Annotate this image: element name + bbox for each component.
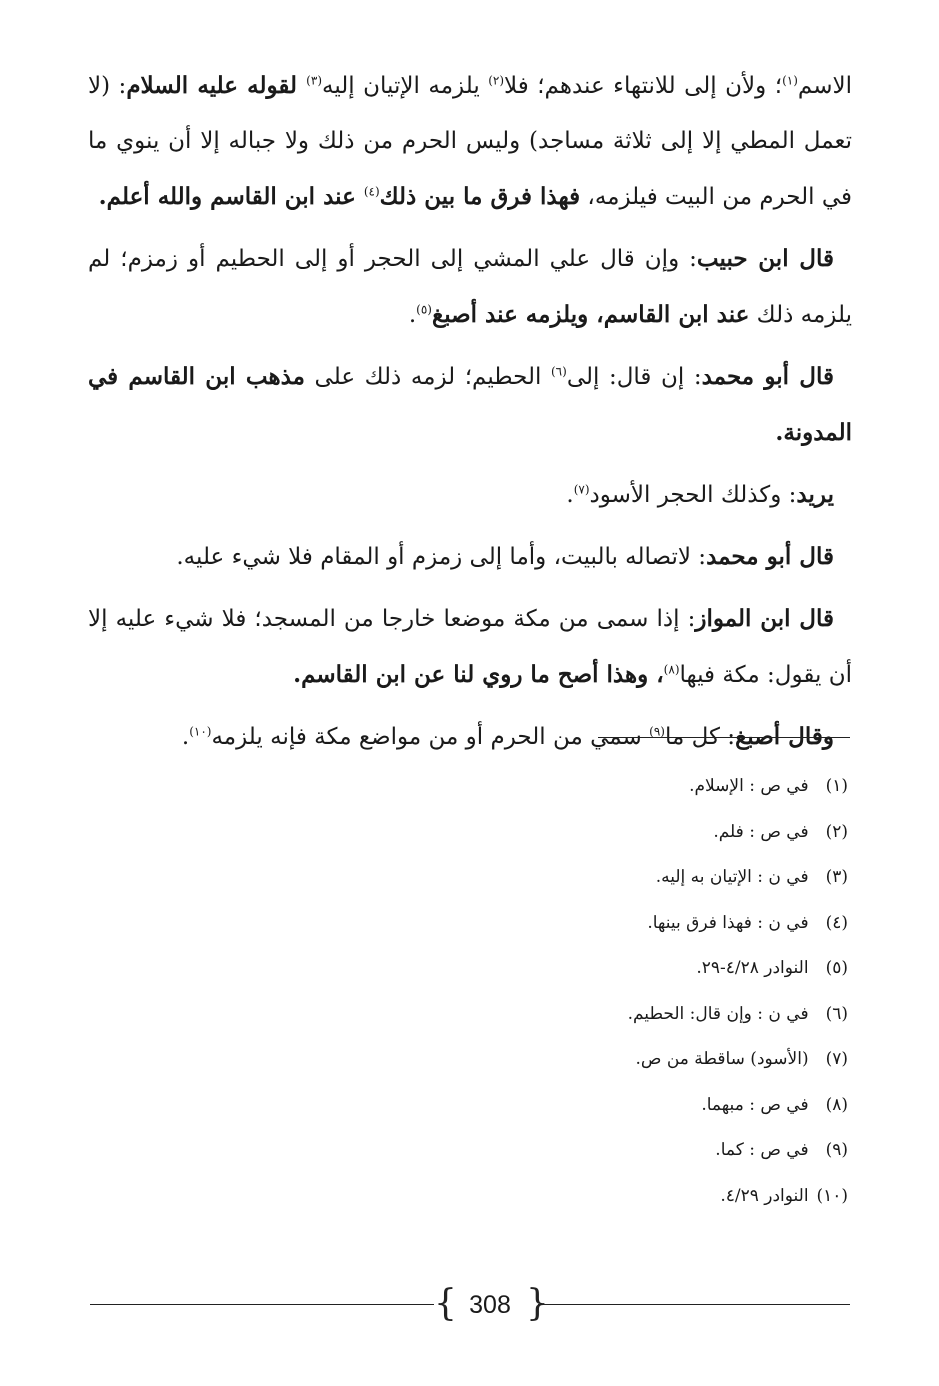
footnote-item: [300, 810, 848, 856]
footnote-number: (٥): [825, 958, 848, 978]
footnote-marker: (٨): [663, 662, 680, 677]
text-segment: .: [181, 724, 190, 750]
paragraph: [88, 467, 852, 523]
paragraph: [88, 591, 852, 703]
main-text: [88, 58, 852, 771]
footnotes-list: [300, 764, 848, 1219]
page-footer: [90, 1282, 850, 1330]
text-segment: يلزمه الإتيان إليه: [322, 73, 489, 99]
text-segment: : (لا تعمل المطي إلا إلى ثلاثة مساجد) وليس الحرم من ذلك ولا جباله إلا أن ينوي ما في الحرم من البيت فيلزمه،: [88, 73, 852, 210]
footnote-separator: [598, 737, 850, 738]
bold-text: ، وهذا أصح ما روي لنا عن ابن القاسم.: [293, 661, 664, 688]
footnote-item: [300, 1174, 848, 1220]
text-segment: : كل ما: [664, 724, 736, 750]
text-segment: .: [408, 302, 417, 328]
footnote-text: النوادر ٤/٢٨-٢٩.: [696, 958, 809, 978]
paragraph: [88, 58, 852, 225]
paragraph: [88, 231, 852, 343]
footnote-item: [300, 946, 848, 992]
footnote-item: [300, 1037, 848, 1083]
footnote-text: في ن : الإتيان به إليه.: [655, 867, 809, 887]
bold-text: فهذا فرق ما بين ذلك: [379, 183, 581, 210]
text-segment: الحطيم؛ لزمه ذلك على: [304, 364, 551, 390]
text-segment: : إن قال: إلى: [566, 364, 702, 390]
footnote-marker: (٢): [488, 73, 505, 88]
footnote-number: (٨): [825, 1094, 848, 1115]
text-segment: : لاتصاله بالبيت، وأما إلى زمزم أو المقام فلا شيء عليه.: [176, 544, 707, 570]
footnote-marker: (٧): [573, 482, 590, 497]
footnote-marker: (٣): [306, 73, 322, 88]
bold-text: قال أبو محمد: [706, 543, 834, 570]
footnote-text: (الأسود) ساقطة من ص.: [635, 1049, 809, 1069]
bold-text: لقوله عليه السلام: [126, 72, 307, 99]
footnote-marker: (١): [782, 73, 798, 88]
footnote-number: (٣): [825, 867, 848, 887]
footnote-number: (١): [825, 776, 848, 796]
footnote-text: في ص : مبهما.: [701, 1094, 809, 1115]
footnote-text: في ص : الإسلام.: [689, 776, 809, 796]
footnote-number: (٢): [825, 821, 848, 842]
bold-text: مذهب ابن القاسم في المدونة.: [88, 363, 852, 446]
bold-text: عند ابن القاسم والله أعلم.: [98, 183, 364, 210]
footnote-number: (٩): [825, 1140, 848, 1160]
footnote-marker: (٩): [649, 724, 665, 739]
text-segment: .: [566, 482, 574, 508]
footnote-number: (١٠): [816, 1185, 848, 1206]
footnote-marker: (٤): [363, 184, 380, 199]
footnote-item: [300, 1128, 848, 1174]
footnote-text: النوادر ٤/٢٩.: [720, 1185, 809, 1206]
bold-text: قال ابن المواز: [695, 605, 834, 632]
footnote-item: [300, 901, 848, 947]
page-number-brace-close: }: [526, 1283, 549, 1324]
text-segment: سمي من الحرم أو من مواضع مكة فإنه يلزمه: [211, 724, 650, 750]
footnote-marker: (١٠): [189, 724, 212, 739]
page-number: 308: [469, 1291, 511, 1319]
footnote-text: في ن : فهذا فرق بينها.: [647, 912, 809, 933]
footnote-item: [300, 1083, 848, 1129]
footer-rule-right: [538, 1304, 850, 1305]
footnote-item: [300, 764, 848, 810]
footnote-item: [300, 992, 848, 1038]
footnote-number: (٧): [825, 1049, 848, 1069]
footnote-item: [300, 855, 848, 901]
footnote-marker: (٦): [550, 364, 567, 379]
page-number-brace-open: {: [434, 1283, 457, 1324]
text-segment: ؛ ولأن إلى للانتهاء عندهم؛ فلا: [504, 73, 783, 99]
bold-text: قال أبو محمد: [701, 363, 835, 390]
footnote-number: (٦): [825, 1003, 848, 1024]
text-segment: : إذا سمى من مكة موضعا خارجا من المسجد؛ فلا شيء عليه إلا أن يقول: مكة فيها: [88, 606, 852, 688]
bold-text: وقال أصبغ: [735, 723, 834, 750]
footnote-number: (٤): [825, 912, 848, 933]
paragraph: [88, 349, 852, 461]
text-segment: الاسم: [797, 73, 852, 99]
footer-rule-left: [90, 1304, 434, 1305]
text-segment: : وإن قال علي المشي إلى الحجر أو إلى الحطيم أو زمزم؛ لم يلزمه ذلك: [88, 246, 852, 328]
text-segment: : وكذلك الحجر الأسود: [589, 482, 797, 508]
bold-text: قال ابن حبيب: [696, 245, 834, 272]
bold-text: عند ابن القاسم، ويلزمه عند أصبغ: [431, 301, 750, 328]
footnote-text: في ص : كما.: [715, 1140, 809, 1160]
footnote-text: في ص : فلم.: [713, 821, 809, 842]
footnote-marker: (٥): [416, 302, 432, 317]
bold-text: يريد: [796, 481, 834, 508]
paragraph: [88, 529, 852, 585]
footnote-text: في ن : وإن قال: الحطيم.: [627, 1003, 809, 1024]
